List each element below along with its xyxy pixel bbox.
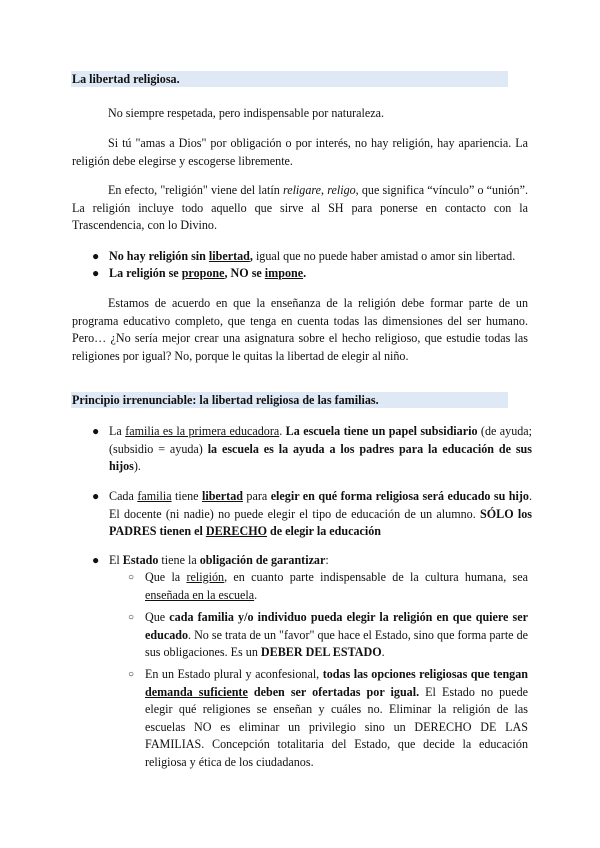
section-heading-libertad-religiosa: La libertad religiosa. [71,71,508,87]
sub-bullet-circle: ○ [128,612,135,623]
section-heading-principio-irrenunciable: Principio irrenunciable: la libertad religiosa de las familias. [71,392,508,408]
bullet-dot: ● [92,424,100,438]
bullet-dot: ● [92,249,100,263]
bullet-dot: ● [92,489,100,503]
sub-bullet-circle: ○ [128,669,135,680]
sub-bullet-circle: ○ [128,572,135,583]
document-page: La libertad religiosa. No siempre respetada, pero indispensable por naturaleza. Si tú "amas a Dios" por obligación o por interés, no hay religión, hay apariencia. La religión debe elegirse y escogerse libremente. En efecto, "religión" viene del latín religare, religo, que significa “vínculo” o “unión”. La religión incluye todo aquello que sirve al SH para ponerse en contacto con la Trascendencia, con lo Divino. ● No hay religión sin libertad, igual que no puede haber amistad o amor sin libertad. ● La religión se propone, NO se impone. Estamos de acuerdo en que la enseñanza de la religión debe formar parte de un programa educativo completo, que tenga en cuenta todas las dimensiones del ser humano. Pero… ¿No sería mejor crear una asignatura sobre el hecho religioso, que estudie todas las religiones por igual? No, porque le quitas la libertad de elegir al niño. Principio irrenunciable: la libertad religiosa de las familias. ● La familia es la primera educadora. La escuela tiene un papel subsidiario (de ayuda; (subsidio = ayuda) la escuela es la ayuda a los padres para la educación de sus hijos). ● Cada familia tiene libertad para elegir en qué forma religiosa será educado su hijo. El docente (ni nadie) no puede elegir el tipo de educación de un alumno. SÓLO los PADRES tienen el DERECHO de elegir la educación ● El Estado tiene la obligación de garantizar: ○ Que la religión, en cuanto parte indispensable de la cultura humana, sea enseñada en la escuela. ○ Que cada familia y/o individuo pueda elegir la religión en que quiere ser educado. No se trata de un "favor" que hace el Estado, sino que forma parte de sus obligaciones. Es un DEBER DEL ESTADO. ○ En un Estado plural y aconfesional, todas las opciones religiosas que tengan demanda suficiente deben ser ofertadas por igual. El Estado no puede elegir qué religiones se enseñan y cuáles no. Eliminar la religión de las escuelas NO es eliminar un privilegio sino un DERECHO DE LAS FAMILIAS. Concepción totalitaria del Estado, que decide la educación religiosa y ética de los ciudadanos. [72,72,533,769]
paragraph-etimologia: En efecto, "religión" viene del latín religare, religo, que significa “vínculo” o “unión”. La religión incluye todo aquello que sirve al SH para ponerse en contacto con la Trascendencia, con lo Divino. [72,183,528,232]
paragraph-ensenanza-religion: Estamos de acuerdo en que la enseñanza de la religión debe formar parte de un programa educativo completo, que tenga en cuenta todas las dimensiones del ser humano. Pero… ¿No sería mejor crear una asignatura sobre el hecho religioso, que estudie todas las religiones por igual? No, porque le quitas la libertad de elegir al niño. [72,296,528,363]
paragraph-intro: No siempre respetada, pero indispensable por naturaleza. [108,106,385,120]
paragraph-amas-a-dios: Si tú "amas a Dios" por obligación o por interés, no hay religión, hay apariencia. La religión debe elegirse y escogerse libremente. [72,136,528,168]
bullet-dot: ● [92,553,100,567]
bullet-dot: ● [92,266,100,280]
